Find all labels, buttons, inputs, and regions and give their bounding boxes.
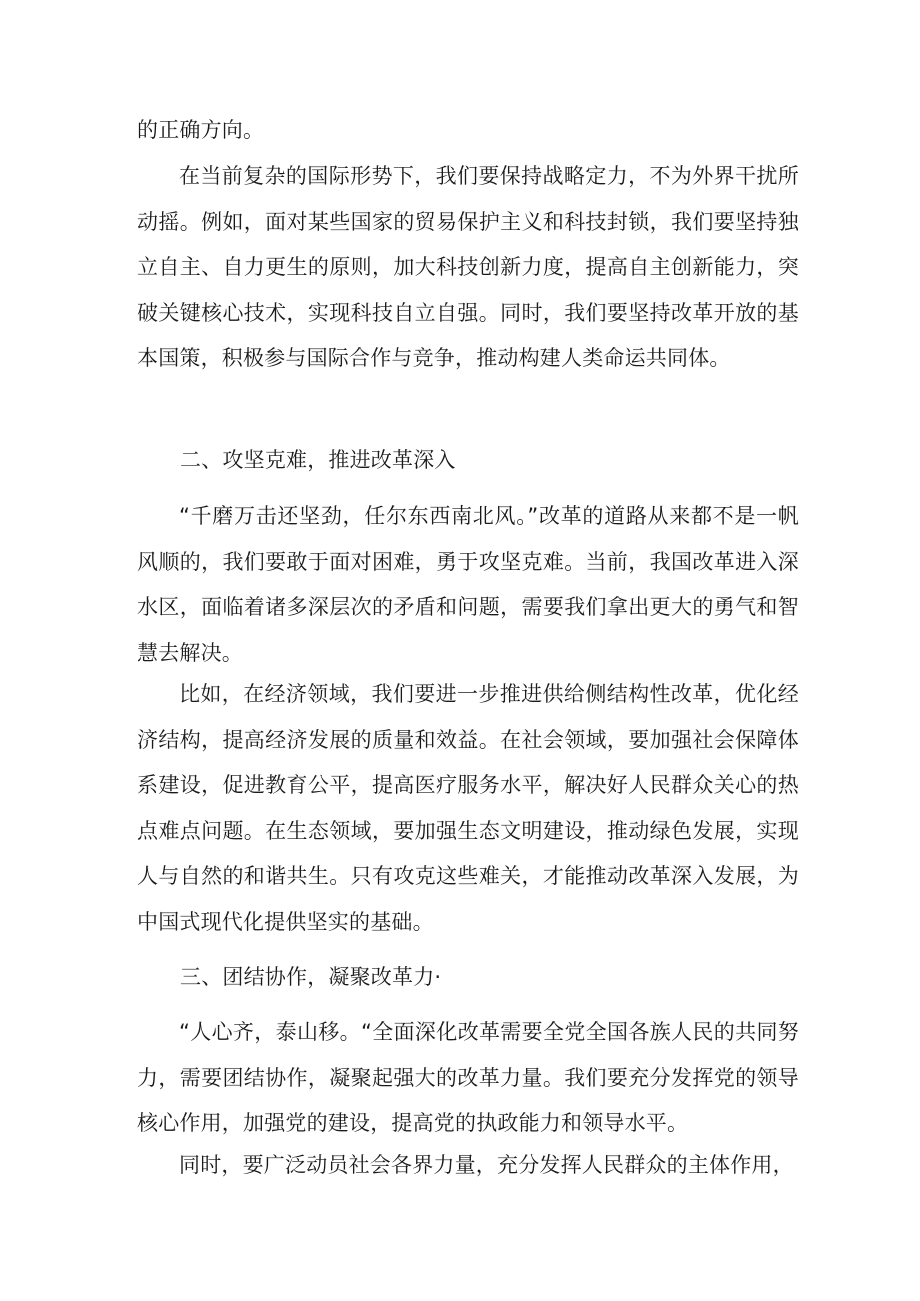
paragraph-examples: 比如，在经济领域，我们要进一步推进供给侧结构性改革，优化经济结构，提高经济发展的质量和效益。在社会领域，要加强社会保障体系建设，促进教育公平，提高医疗服务水平，解决好人民群众关心的热点难点问题。在生态领域，要加强生态文明建设，推动绿色发展，实现人与自然的和谐共生。只有攻克这些难关，才能推动改革深入发展，为中国式现代化提供坚实的基础。: [137, 682, 799, 934]
paragraph-strategic-focus: 在当前复杂的国际形势下，我们要保持战略定力，不为外界干扰所动摇。例如，面对某些国家的贸易保护主义和科技封锁，我们要坚持独立自主、自力更生的原则，加大科技创新力度，提高自主创新能力，突破关键核心技术，实现科技自立自强。同时，我们要坚持改革开放的基本国策，积极参与国际合作与竞争，推动构建人类命运共同体。: [137, 164, 799, 370]
paragraph-continuation: 的正确方向。: [137, 118, 265, 142]
section-heading-2: 二、攻坚克难，推进改革深入: [180, 448, 456, 472]
paragraph-mobilize: 同时，要广泛动员社会各界力量，充分发挥人民群众的主体作用，: [179, 1153, 794, 1177]
section-heading-3: 三、团结协作，凝聚改革力·: [180, 965, 442, 989]
paragraph-unity: “人心齐，泰山移。“全面深化改革需要全党全国各族人民的共同努力，需要团结协作，凝聚起强大的改革力量。我们要充分发挥党的领导核心作用，加强党的建设，提高党的执政能力和领导水平。: [137, 1020, 799, 1135]
paragraph-overcome-difficulties: “千磨万击还坚劲，任尔东西南北风。”改革的道路从来都不是一帆风顺的，我们要敢于面对困难，勇于攻坚克难。当前，我国改革进入深水区，面临着诸多深层次的矛盾和问题，需要我们拿出更大的勇气和智慧去解决。: [137, 504, 799, 665]
